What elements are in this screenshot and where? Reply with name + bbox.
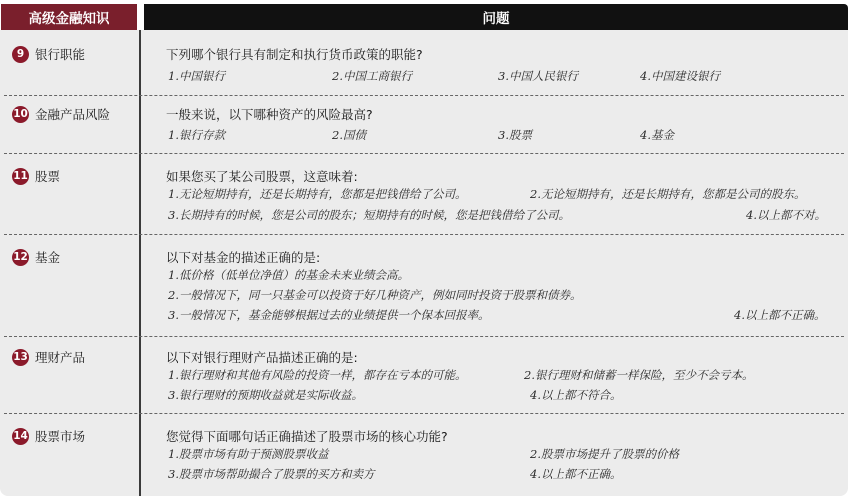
option-1: 1.银行存款: [168, 128, 225, 142]
option-2: 2.股票市场提升了股票的价格: [530, 447, 679, 461]
option-1: 1.银行理财和其他有风险的投资一样，都存在亏本的可能。: [168, 368, 467, 382]
option-3: 3.长期持有的时候，您是公司的股东；短期持有的时候，您是把钱借给了公司。: [168, 208, 570, 222]
question-row-12: [0, 241, 848, 335]
row-separator: [4, 95, 844, 96]
option-3: 3.股票市场帮助撮合了股票的买方和卖方: [168, 467, 375, 481]
option-3: 3.股票: [498, 128, 532, 142]
category-cell: [12, 45, 85, 63]
question-number-badge: 13: [12, 349, 29, 366]
question-text: 如果您买了某公司股票，这意味着:: [166, 169, 358, 184]
row-separator: [4, 234, 844, 235]
question-row-13: [0, 341, 848, 411]
category-label: 股票: [35, 169, 61, 184]
question-row-14: [0, 420, 848, 492]
question-text: 以下对基金的描述正确的是:: [166, 250, 321, 265]
question-text: 以下对银行理财产品描述正确的是:: [166, 350, 358, 365]
question-column-header: 问题: [144, 4, 848, 30]
category-cell: [12, 427, 85, 445]
question-row-9: [0, 38, 848, 94]
option-3: 3.一般情况下，基金能够根据过去的业绩提供一个保本回报率。: [168, 308, 490, 322]
category-label: 股票市场: [35, 429, 86, 444]
question-number-badge: 11: [12, 168, 29, 185]
question-text: 下列哪个银行具有制定和执行货币政策的职能?: [166, 47, 423, 62]
option-4: 4.以上都不正确。: [734, 308, 826, 322]
option-2: 2.一般情况下，同一只基金可以投资于好几种资产，例如同时投资于股票和债券。: [168, 288, 582, 302]
option-3: 3.银行理财的预期收益就是实际收益。: [168, 388, 363, 402]
category-cell: [12, 167, 60, 185]
row-separator: [4, 336, 844, 337]
category-label: 理财产品: [35, 350, 86, 365]
category-cell: [12, 348, 85, 366]
option-2: 2.中国工商银行: [332, 69, 412, 83]
option-1: 1.低价格（低单位净值）的基金未来业绩会高。: [168, 268, 409, 282]
question-number-badge: 9: [12, 46, 29, 63]
category-column-header: 高级金融知识: [1, 4, 137, 30]
question-number-badge: 14: [12, 428, 29, 445]
question-text: 一般来说，以下哪种资产的风险最高?: [166, 107, 373, 122]
option-2: 2.无论短期持有，还是长期持有，您都是公司的股东。: [530, 187, 806, 201]
question-text: 您觉得下面哪句话正确描述了股票市场的核心功能?: [166, 429, 448, 444]
option-2: 2.国债: [332, 128, 366, 142]
category-label: 基金: [35, 250, 61, 265]
option-4: 4.基金: [640, 128, 674, 142]
option-4: 4.以上都不对。: [746, 208, 826, 222]
category-cell: [12, 105, 110, 123]
row-separator: [4, 413, 844, 414]
option-1: 1.股票市场有助于预测股票收益: [168, 447, 329, 461]
row-separator: [4, 153, 844, 154]
category-cell: [12, 248, 60, 266]
question-row-11: [0, 160, 848, 234]
option-1: 1.中国银行: [168, 69, 225, 83]
option-4: 4.以上都不符合。: [530, 388, 622, 402]
option-1: 1.无论短期持有，还是长期持有，您都是把钱借给了公司。: [168, 187, 467, 201]
option-4: 4.以上都不正确。: [530, 467, 622, 481]
question-number-badge: 10: [12, 106, 29, 123]
category-label: 银行职能: [35, 47, 86, 62]
option-3: 3.中国人民银行: [498, 69, 578, 83]
option-4: 4.中国建设银行: [640, 69, 720, 83]
question-number-badge: 12: [12, 249, 29, 266]
question-row-10: [0, 98, 848, 154]
option-2: 2.银行理财和储蓄一样保险，至少不会亏本。: [524, 368, 754, 382]
category-label: 金融产品风险: [35, 107, 111, 122]
